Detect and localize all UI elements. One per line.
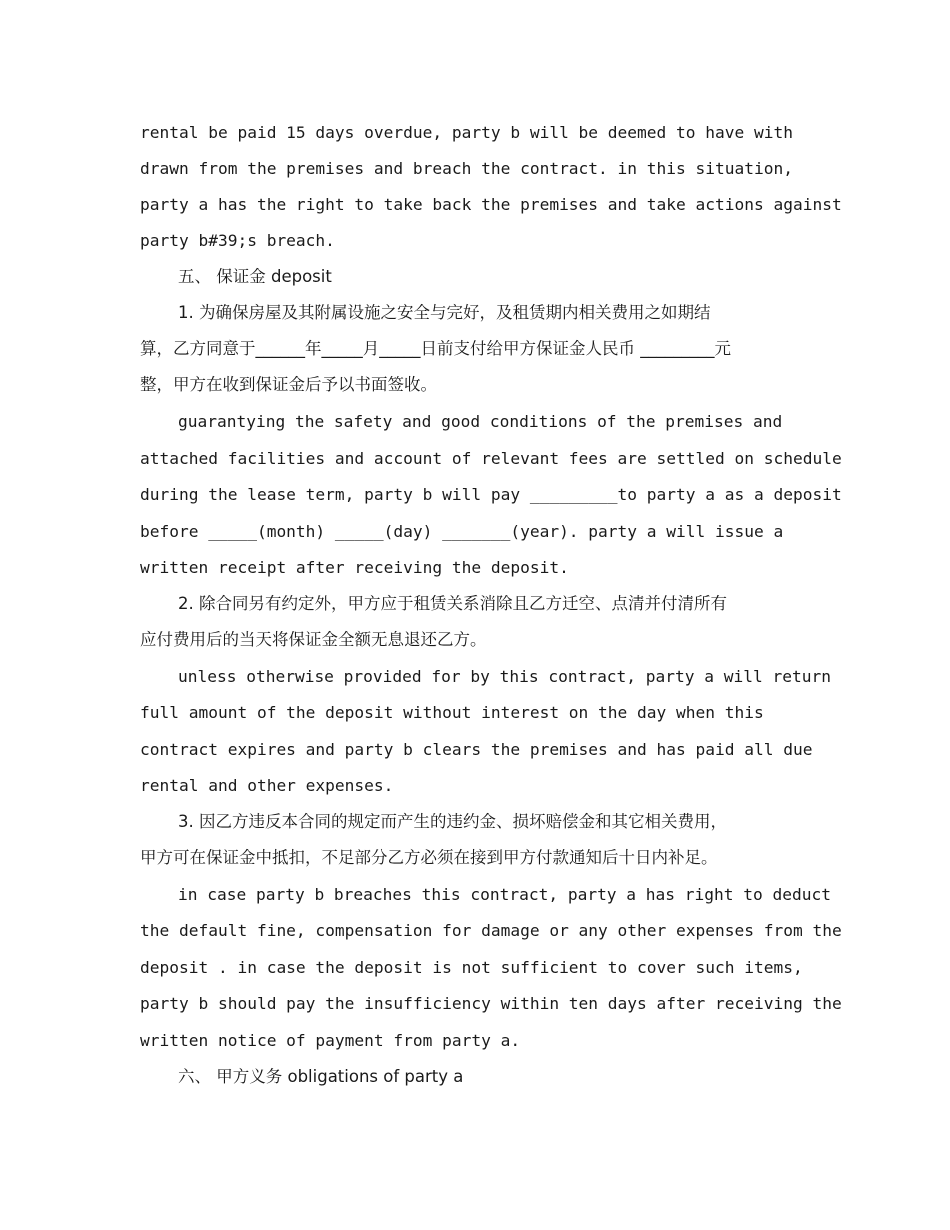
- text-line: before _____(month) _____(day) _______(year). party a will issue a: [140, 522, 784, 541]
- text-line: party a has the right to take back the premises and take actions against: [140, 195, 842, 214]
- text-line: guarantying the safety and good conditions of the premises and: [178, 412, 783, 431]
- text-line: 甲方可在保证金中抵扣，不足部分乙方必须在接到甲方付款通知后十日内补足。: [140, 848, 718, 867]
- text-line: drawn from the premises and breach the contract. in this situation,: [140, 159, 793, 178]
- text-line: in case party b breaches this contract, party a has right to deduct: [178, 885, 831, 904]
- text-line: 算，乙方同意于______年_____月_____日前支付给甲方保证金人民币 _________元: [140, 339, 731, 358]
- text-line: written receipt after receiving the deposit.: [140, 558, 569, 577]
- text-line: during the lease term, party b will pay _________to party a as a deposit: [140, 485, 842, 504]
- text-line: full amount of the deposit without interest on the day when this: [140, 703, 764, 722]
- text-line: 2. 除合同另有约定外，甲方应于租赁关系消除且乙方迁空、点清并付清所有: [178, 594, 727, 613]
- text-line: 整，甲方在收到保证金后予以书面签收。: [140, 375, 437, 394]
- text-line: party b should pay the insufficiency within ten days after receiving the: [140, 994, 842, 1013]
- text-line: 1. 为确保房屋及其附属设施之安全与完好，及租赁期内相关费用之如期结: [178, 303, 711, 322]
- text-line: contract expires and party b clears the premises and has paid all due: [140, 740, 813, 759]
- section-heading-obligations: 六、 甲方义务 obligations of party a: [178, 1067, 464, 1086]
- text-line: the default fine, compensation for damage or any other expenses from the: [140, 921, 842, 940]
- text-line: rental and other expenses.: [140, 776, 394, 795]
- text-line: written notice of payment from party a.: [140, 1031, 521, 1050]
- text-line: 3. 因乙方违反本合同的规定而产生的违约金、损坏赔偿金和其它相关费用，: [178, 812, 727, 831]
- text-line: party b#39;s breach.: [140, 231, 335, 250]
- text-line: rental be paid 15 days overdue, party b will be deemed to have with: [140, 123, 793, 142]
- text-line: 应付费用后的当天将保证金全额无息退还乙方。: [140, 630, 487, 649]
- section-heading-deposit: 五、 保证金 deposit: [178, 267, 332, 286]
- text-line: unless otherwise provided for by this contract, party a will return: [178, 667, 831, 686]
- text-line: deposit . in case the deposit is not sufficient to cover such items,: [140, 958, 803, 977]
- text-line: attached facilities and account of relevant fees are settled on schedule: [140, 449, 842, 468]
